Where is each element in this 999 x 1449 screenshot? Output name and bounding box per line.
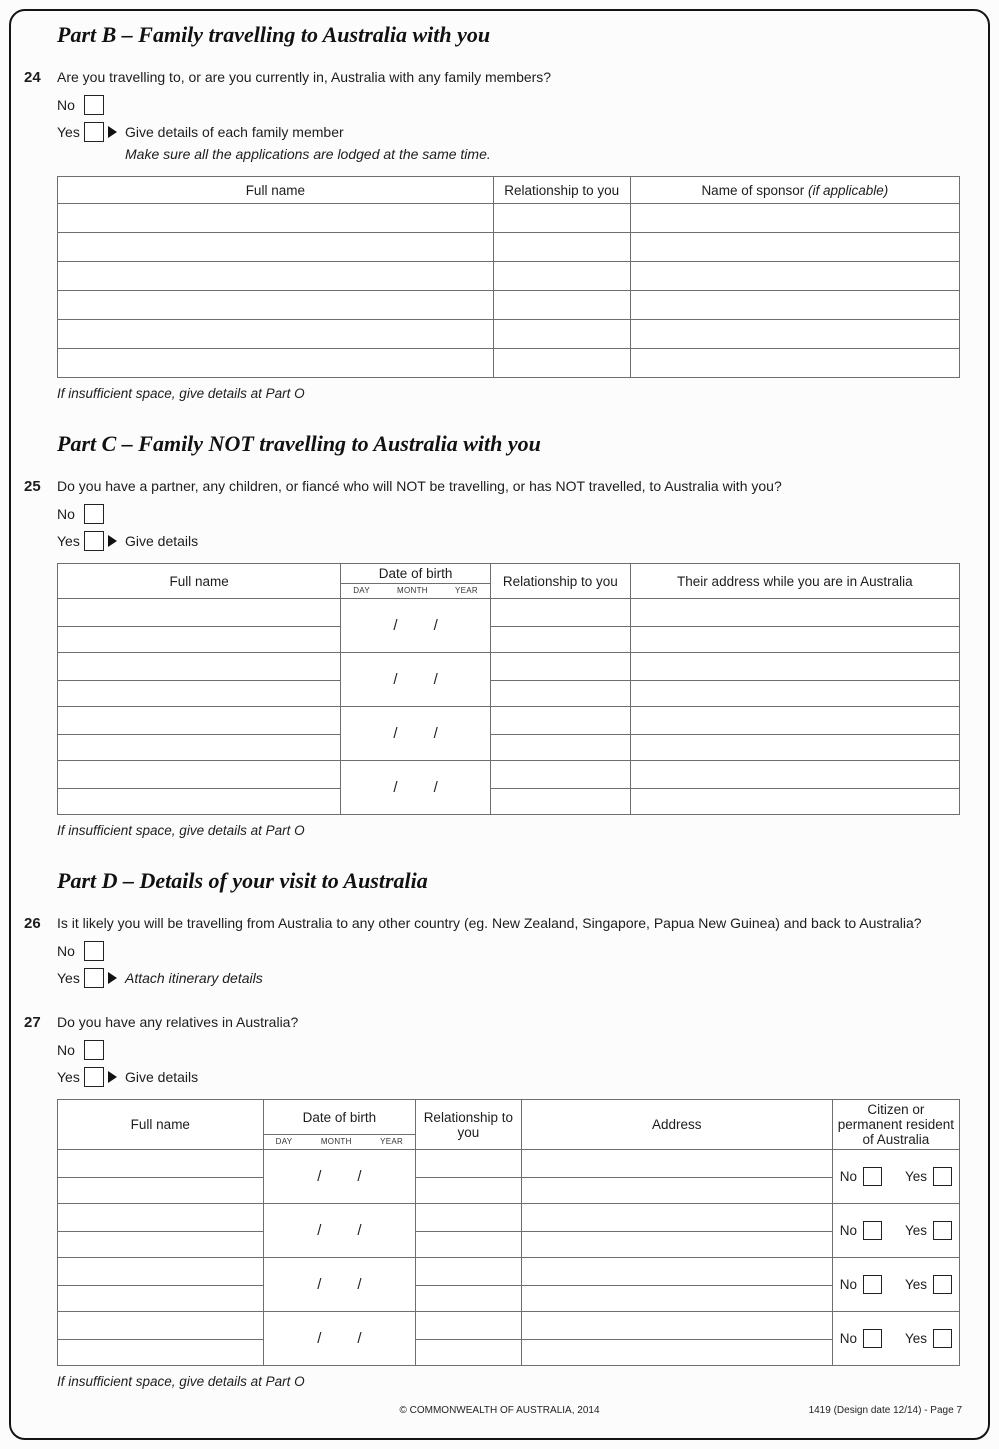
dob-cell[interactable]: / / <box>263 1312 415 1366</box>
col-header-date-of-birth <box>263 1100 415 1150</box>
sponsor-cell[interactable] <box>630 349 959 378</box>
relationship-cell[interactable] <box>493 320 630 349</box>
table-row <box>58 262 960 291</box>
relationship-cell[interactable] <box>493 349 630 378</box>
citizen-no-checkbox[interactable] <box>863 1329 882 1348</box>
relationship-cell[interactable] <box>490 761 630 815</box>
q26-no-checkbox[interactable] <box>84 941 104 961</box>
full-name-cell[interactable] <box>58 320 494 349</box>
q27-no-checkbox[interactable] <box>84 1040 104 1060</box>
q24-yes-checkbox[interactable] <box>84 122 104 142</box>
col-header-citizen: Citizen or permanent resident of Australia <box>832 1100 959 1150</box>
q26-yes-instruction: Attach itinerary details <box>125 970 263 986</box>
q25-yes-label: Yes <box>57 533 80 549</box>
q27-yes-label: Yes <box>57 1069 80 1085</box>
question-25 <box>24 477 978 838</box>
citizen-no-checkbox[interactable] <box>863 1167 882 1186</box>
citizen-yes-label: Yes <box>904 1331 927 1346</box>
citizen-no-label: No <box>839 1331 858 1346</box>
sponsor-cell[interactable] <box>630 320 959 349</box>
footer-copyright: © COMMONWEALTH OF AUSTRALIA, 2014 <box>399 1405 600 1416</box>
footer-page-info: 1419 (Design date 12/14) - Page 7 <box>808 1405 962 1416</box>
q24-no-label: No <box>57 97 75 113</box>
citizen-yes-label: Yes <box>904 1169 927 1184</box>
full-name-cell[interactable] <box>58 1150 264 1204</box>
sponsor-note: (if applicable) <box>808 182 889 198</box>
citizen-no-checkbox[interactable] <box>863 1275 882 1294</box>
dob-cell[interactable]: / / <box>263 1258 415 1312</box>
q25-yes-checkbox[interactable] <box>84 531 104 551</box>
q24-yes-instruction: Give details of each family member <box>125 124 344 140</box>
col-header-address: Their address while you are in Australia <box>630 564 959 599</box>
citizen-yes-checkbox[interactable] <box>933 1329 952 1348</box>
citizen-yes-checkbox[interactable] <box>933 1221 952 1240</box>
address-cell[interactable] <box>521 1204 832 1258</box>
dob-cell[interactable]: / / <box>341 761 491 815</box>
col-header-full-name: Full name <box>58 1100 264 1150</box>
q27-yes-row <box>57 1067 978 1087</box>
table-row <box>58 599 960 653</box>
q24-yes-row <box>57 122 978 164</box>
q25-yes-instruction: Give details <box>125 533 199 549</box>
full-name-cell[interactable] <box>58 233 494 262</box>
sponsor-cell[interactable] <box>630 262 959 291</box>
dob-cell[interactable]: / / <box>341 707 491 761</box>
month-label: MONTH <box>320 1137 352 1146</box>
q27-number: 27 <box>24 1014 41 1031</box>
relationship-cell[interactable] <box>416 1312 522 1366</box>
q24-no-checkbox[interactable] <box>84 95 104 115</box>
q25-no-checkbox[interactable] <box>84 504 104 524</box>
arrow-right-icon <box>108 535 117 547</box>
day-label: DAY <box>353 586 370 595</box>
table-row <box>58 707 960 761</box>
relationship-cell[interactable] <box>416 1150 522 1204</box>
day-label: DAY <box>275 1137 293 1146</box>
q27-text: Do you have any relatives in Australia? <box>57 1014 299 1030</box>
citizen-yes-checkbox[interactable] <box>933 1275 952 1294</box>
insufficient-space-note: If insufficient space, give details at Part O <box>57 823 305 838</box>
full-name-cell[interactable] <box>58 262 494 291</box>
sponsor-label: Name of sponsor <box>701 182 805 198</box>
citizen-no-label: No <box>839 1223 858 1238</box>
citizen-yes-label: Yes <box>904 1223 927 1238</box>
q26-text: Is it likely you will be travelling from Australia to any other country (eg. New Zealand, Singapore, Papua New Guinea) and back to Australia? <box>57 915 922 931</box>
q26-no-label: No <box>57 943 75 959</box>
q24-yes-note: Make sure all the applications are lodged at the same time. <box>125 146 491 162</box>
table-row <box>58 291 960 320</box>
relationship-cell[interactable] <box>493 262 630 291</box>
q27-no-row <box>57 1040 978 1060</box>
address-cell[interactable] <box>521 1258 832 1312</box>
citizen-cell <box>832 1258 959 1312</box>
citizen-yes-checkbox[interactable] <box>933 1167 952 1186</box>
question-27 <box>24 1013 978 1389</box>
full-name-cell[interactable] <box>58 1204 264 1258</box>
arrow-right-icon <box>108 1071 117 1083</box>
full-name-cell[interactable] <box>58 599 341 653</box>
relationship-cell[interactable] <box>493 233 630 262</box>
relationship-cell[interactable] <box>493 291 630 320</box>
insufficient-space-note: If insufficient space, give details at Part O <box>57 1374 305 1389</box>
q27-no-label: No <box>57 1042 75 1058</box>
address-cell[interactable] <box>630 599 959 653</box>
q24-text: Are you travelling to, or are you currently in, Australia with any family members? <box>57 69 552 85</box>
col-header-full-name: Full name <box>58 177 494 204</box>
relationship-cell[interactable] <box>416 1258 522 1312</box>
dob-cell[interactable]: / / <box>263 1204 415 1258</box>
q26-yes-row <box>57 968 978 988</box>
col-header-full-name: Full name <box>58 564 341 599</box>
citizen-cell <box>832 1312 959 1366</box>
q25-number: 25 <box>24 478 41 495</box>
full-name-cell[interactable] <box>58 1312 264 1366</box>
full-name-cell[interactable] <box>58 761 341 815</box>
dob-cell[interactable]: / / <box>341 653 491 707</box>
full-name-cell[interactable] <box>58 653 341 707</box>
relationship-cell[interactable] <box>490 707 630 761</box>
question-24 <box>24 68 978 401</box>
full-name-cell[interactable] <box>58 349 494 378</box>
sponsor-cell[interactable] <box>630 233 959 262</box>
part-c-title: Part C – Family NOT travelling to Australia with you <box>57 431 541 456</box>
table-row <box>58 233 960 262</box>
q26-number: 26 <box>24 915 41 932</box>
q26-yes-checkbox[interactable] <box>84 968 104 988</box>
year-label: YEAR <box>380 1137 404 1146</box>
col-header-address: Address <box>521 1100 832 1150</box>
address-cell[interactable] <box>521 1150 832 1204</box>
full-name-cell[interactable] <box>58 291 494 320</box>
table-row <box>58 761 960 815</box>
address-cell[interactable] <box>630 761 959 815</box>
address-cell[interactable] <box>630 707 959 761</box>
citizen-no-label: No <box>839 1169 858 1184</box>
part-b-title: Part B – Family travelling to Australia with you <box>57 22 491 47</box>
part-d-relatives-table <box>57 1099 960 1366</box>
sponsor-cell[interactable] <box>630 204 959 233</box>
col-header-sponsor <box>630 177 959 204</box>
sponsor-cell[interactable] <box>630 291 959 320</box>
table-row <box>58 653 960 707</box>
arrow-right-icon <box>108 126 117 138</box>
full-name-cell[interactable] <box>58 204 494 233</box>
table-row <box>58 349 960 378</box>
relationship-cell[interactable] <box>490 599 630 653</box>
q24-number: 24 <box>24 69 41 86</box>
dob-label: Date of birth <box>341 564 490 584</box>
citizen-cell <box>832 1204 959 1258</box>
full-name-cell[interactable] <box>58 1258 264 1312</box>
q25-no-label: No <box>57 506 75 522</box>
citizen-no-checkbox[interactable] <box>863 1221 882 1240</box>
relationship-cell[interactable] <box>416 1204 522 1258</box>
month-label: MONTH <box>397 586 428 595</box>
q25-no-row <box>57 504 978 524</box>
question-26 <box>24 914 978 995</box>
table-row <box>58 1204 960 1258</box>
relationship-cell[interactable] <box>490 653 630 707</box>
q26-yes-label: Yes <box>57 970 80 986</box>
table-row <box>58 1258 960 1312</box>
year-label: YEAR <box>454 586 478 595</box>
relationship-cell[interactable] <box>493 204 630 233</box>
table-row <box>58 1150 960 1204</box>
col-header-relationship: Relationship to you <box>416 1100 522 1150</box>
citizen-cell <box>832 1150 959 1204</box>
col-header-relationship: Relationship to you <box>490 564 630 599</box>
table-row <box>58 320 960 349</box>
address-cell[interactable] <box>521 1312 832 1366</box>
citizen-no-label: No <box>839 1277 858 1292</box>
q24-no-row <box>57 95 978 115</box>
insufficient-space-note: If insufficient space, give details at Part O <box>57 386 305 401</box>
arrow-right-icon <box>108 972 117 984</box>
q25-text: Do you have a partner, any children, or fiancé who will NOT be travelling, or has NOT travelled, to Australia with you? <box>57 478 782 494</box>
part-c-family-table <box>57 563 960 815</box>
col-header-relationship: Relationship to you <box>493 177 630 204</box>
page-footer <box>9 1405 990 1418</box>
q26-no-row <box>57 941 978 961</box>
q27-yes-checkbox[interactable] <box>84 1067 104 1087</box>
part-d-title: Part D – Details of your visit to Australia <box>57 868 428 893</box>
table-row <box>58 1312 960 1366</box>
address-cell[interactable] <box>630 653 959 707</box>
part-b-family-table <box>57 176 960 378</box>
dob-cell[interactable]: / / <box>263 1150 415 1204</box>
col-header-date-of-birth <box>341 564 491 599</box>
citizen-yes-label: Yes <box>904 1277 927 1292</box>
dob-cell[interactable]: / / <box>341 599 491 653</box>
q27-yes-instruction: Give details <box>125 1069 199 1085</box>
dob-label: Date of birth <box>264 1100 415 1135</box>
full-name-cell[interactable] <box>58 707 341 761</box>
q25-yes-row <box>57 531 978 551</box>
q24-yes-label: Yes <box>57 124 80 140</box>
form-page <box>9 9 990 1440</box>
table-row <box>58 204 960 233</box>
